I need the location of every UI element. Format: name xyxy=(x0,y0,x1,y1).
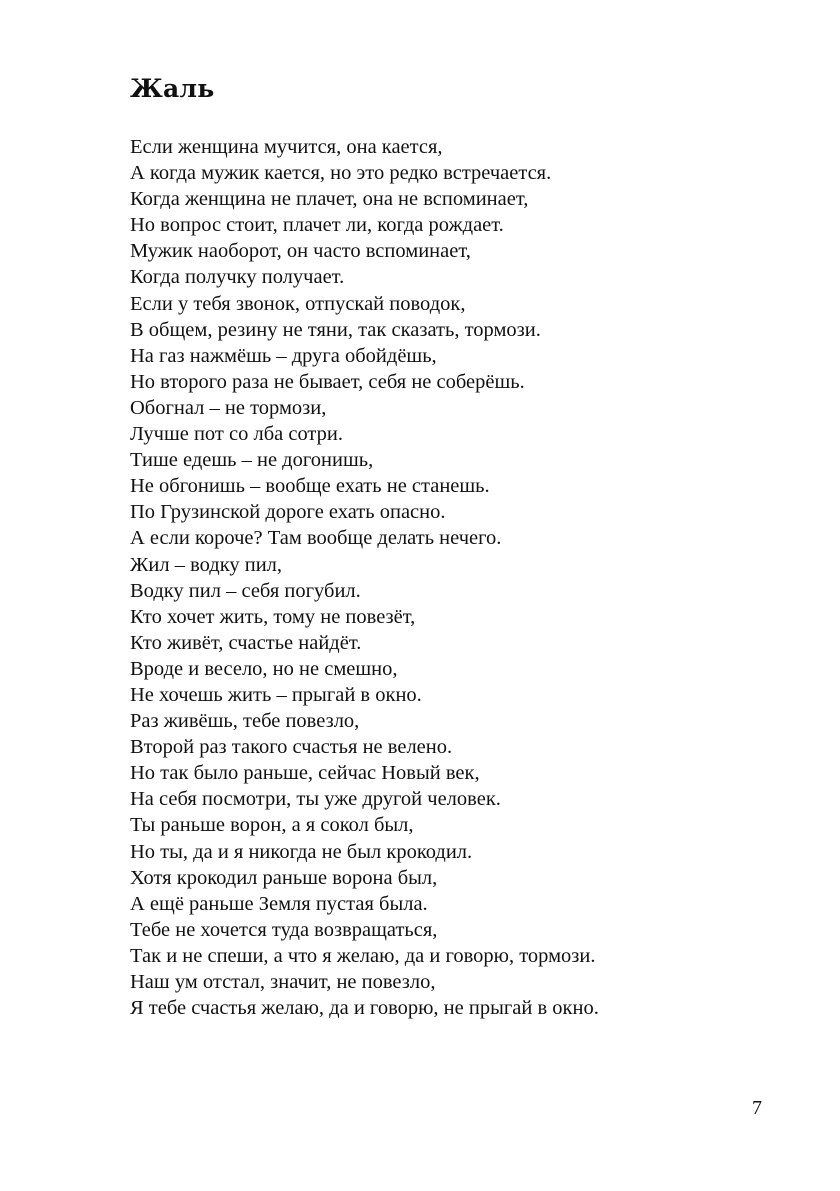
poem-line: По Грузинской дороге ехать опасно. xyxy=(130,501,446,524)
poem-line: Жил – водку пил, xyxy=(130,553,283,576)
poem-line: В общем, резину не тяни, так сказать, тормози. xyxy=(130,318,541,341)
poem-line: Наш ум отстал, значит, не повезло, xyxy=(130,971,436,993)
poem-line: Не хочешь жить – прыгай в окно. xyxy=(130,683,422,706)
poem-line: Если у тебя звонок, отпускай поводок, xyxy=(130,292,466,315)
poem-line: Вроде и весело, но не смешно, xyxy=(130,657,398,680)
poem-line: Так и не спеши, а что я желаю, да и говорю, тормози. xyxy=(130,944,596,967)
poem-line: Второй раз такого счастья не велено. xyxy=(130,736,453,759)
poem-line: А когда мужик кается, но это редко встречается. xyxy=(130,162,552,185)
poem-line: На себя посмотри, ты уже другой человек. xyxy=(130,788,501,811)
poem-line: Мужик наоборот, он часто вспоминает, xyxy=(130,240,471,263)
poem-line: Но второго раза не бывает, себя не соберёшь. xyxy=(130,370,525,393)
poem-line: Когда женщина не плачет, она не вспоминает, xyxy=(130,188,529,211)
poem-line: Раз живёшь, тебе повезло, xyxy=(130,710,360,733)
poem-line: А ещё раньше Земля пустая была. xyxy=(130,892,428,915)
poem-line: Тише едешь – не догонишь, xyxy=(130,449,374,472)
poem-line: Лучше пот со лба сотри. xyxy=(130,423,343,446)
poem-line: А если короче? Там вообще делать нечего. xyxy=(130,527,502,550)
page-number: 7 xyxy=(752,1097,762,1119)
poem-title: Жаль xyxy=(130,74,215,103)
poem-line: Но ты, да и я никогда не был крокодил. xyxy=(130,840,473,863)
poem-line: Кто живёт, счастье найдёт. xyxy=(130,631,362,654)
poem-line: Тебе не хочется туда возвращаться, xyxy=(130,918,438,941)
poem-line: Но так было раньше, сейчас Новый век, xyxy=(130,762,480,785)
poem-line: Я тебе счастья желаю, да и говорю, не прыгай в окно. xyxy=(130,997,599,1020)
poem-line: Когда получку получает. xyxy=(130,266,345,289)
poem-line: Если женщина мучится, она кается, xyxy=(130,136,443,158)
poem-line: На газ нажмёшь – друга обойдёшь, xyxy=(130,344,437,367)
poem-body xyxy=(130,134,770,1021)
poem-line: Не обгонишь – вообще ехать не станешь. xyxy=(130,475,490,498)
poem-line: Ты раньше ворон, а я сокол был, xyxy=(130,814,414,837)
poem-line: Но вопрос стоит, плачет ли, когда рождает. xyxy=(130,214,504,237)
poem-line: Хотя крокодил раньше ворона был, xyxy=(130,866,438,889)
poem-line: Водку пил – себя погубил. xyxy=(130,579,361,602)
poem-line: Обогнал – не тормози, xyxy=(130,396,327,419)
poem-line: Кто хочет жить, тому не повезёт, xyxy=(130,605,416,628)
